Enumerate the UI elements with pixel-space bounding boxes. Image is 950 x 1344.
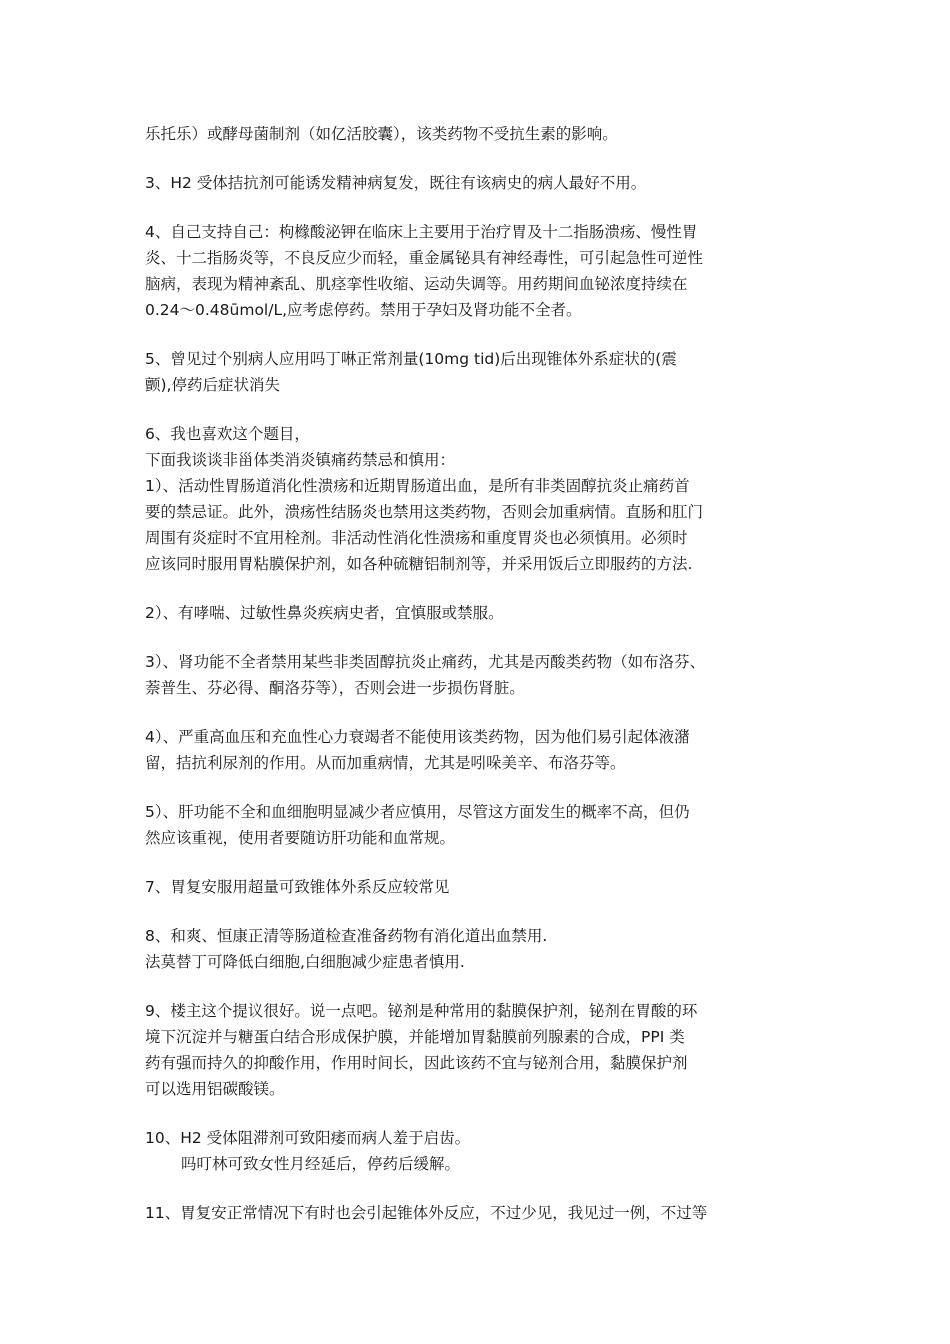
paragraph [145, 1125, 809, 1177]
paragraph [145, 799, 809, 851]
paragraph [145, 170, 809, 196]
text-line: 应该同时服用胃粘膜保护剂，如各种硫糖铝制剂等，并采用饭后立即服药的方法. [145, 555, 693, 573]
paragraph [145, 600, 809, 626]
text-line: 1）、活动性胃肠道消化性溃疡和近期胃肠道出血，是所有非类固醇抗炎止痛药首 [145, 477, 690, 495]
paragraph [145, 219, 809, 323]
text-line: 0.24～0.48ūmol/L,应考虑停药。禁用于孕妇及肾功能不全者。 [145, 301, 582, 319]
text-line: 法莫替丁可降低白细胞,白细胞减少症患者慎用. [145, 953, 465, 971]
paragraph [145, 724, 809, 776]
text-line: 4）、严重高血压和充血性心力衰竭者不能使用该类药物，因为他们易引起体液潴 [145, 728, 690, 746]
document-page [145, 121, 809, 1249]
text-line: 炎、十二指肠炎等，不良反应少而轻，重金属铋具有神经毒性，可引起急性可逆性 [145, 249, 704, 267]
paragraph [145, 421, 809, 577]
text-line: 5）、肝功能不全和血细胞明显减少者应慎用，尽管这方面发生的概率不高，但仍 [145, 803, 690, 821]
paragraph [145, 346, 809, 398]
text-line: 3）、肾功能不全者禁用某些非类固醇抗炎止痛药，尤其是丙酸类药物（如布洛芬、 [145, 653, 706, 671]
text-line: 9、楼主这个提议很好。说一点吧。铋剂是种常用的黏膜保护剂，铋剂在胃酸的环 [145, 1002, 698, 1020]
text-line: 吗叮林可致女性月经延后，停药后缓解。 [181, 1155, 461, 1173]
text-line: 脑病，表现为精神紊乱、肌痉挛性收缩、运动失调等。用药期间血铋浓度持续在 [145, 275, 688, 293]
text-line: 5、曾见过个别病人应用吗丁啉正常剂量(10mg tid)后出现锥体外系症状的(震 [145, 350, 677, 368]
paragraph [145, 923, 809, 975]
text-line: 11、胃复安正常情况下有时也会引起锥体外反应，不过少见，我见过一例，不过等 [145, 1204, 708, 1222]
text-line: 3、H2 受体拮抗剂可能诱发精神病复发，既往有该病史的病人最好不用。 [145, 174, 647, 192]
text-line: 2）、有哮喘、过敏性鼻炎疾病史者，宜慎服或禁服。 [145, 604, 504, 622]
text-line: 药有强而持久的抑酸作用，作用时间长，因此该药不宜与铋剂合用，黏膜保护剂 [145, 1054, 688, 1072]
text-line: 颤),停药后症状消失 [145, 376, 280, 394]
paragraph [145, 1200, 809, 1226]
text-line: 乐托乐）或酵母菌制剂（如亿活胶囊），该类药物不受抗生素的影响。 [145, 125, 618, 143]
paragraph [145, 121, 809, 147]
text-line: 留，拮抗利尿剂的作用。从而加重病情，尤其是吲哚美辛、布洛芬等。 [145, 754, 626, 772]
text-line: 6、我也喜欢这个题目， [145, 425, 310, 443]
text-line: 10、H2 受体阻滞剂可致阳痿而病人羞于启齿。 [145, 1129, 471, 1147]
text-line: 要的禁忌证。此外，溃疡性结肠炎也禁用这类药物，否则会加重病情。直肠和肛门 [145, 503, 704, 521]
text-line: 4、自己支持自己：枸橼酸泌钾在临床上主要用于治疗胃及十二指肠溃疡、慢性胃 [145, 223, 698, 241]
text-line: 下面我谈谈非甾体类消炎镇痛药禁忌和慎用： [145, 451, 456, 469]
text-line: 境下沉淀并与糖蛋白结合形成保护膜，并能增加胃黏膜前列腺素的合成，PPI 类 [145, 1028, 685, 1046]
text-line: 可以选用铝碳酸镁。 [145, 1080, 285, 1098]
text-line: 7、胃复安服用超量可致锥体外系反应较常见 [145, 878, 450, 896]
text-line: 8、和爽、恒康正清等肠道检查准备药物有消化道出血禁用. [145, 927, 548, 945]
text-line: 周围有炎症时不宜用栓剂。非活动性消化性溃疡和重度胃炎也必须慎用。必须时 [145, 529, 688, 547]
paragraph [145, 874, 809, 900]
text-line: 萘普生、芬必得、酮洛芬等），否则会进一步损伤肾脏。 [145, 679, 525, 697]
paragraph [145, 998, 809, 1102]
paragraph [145, 649, 809, 701]
text-line: 然应该重视，使用者要随访肝功能和血常规。 [145, 829, 456, 847]
